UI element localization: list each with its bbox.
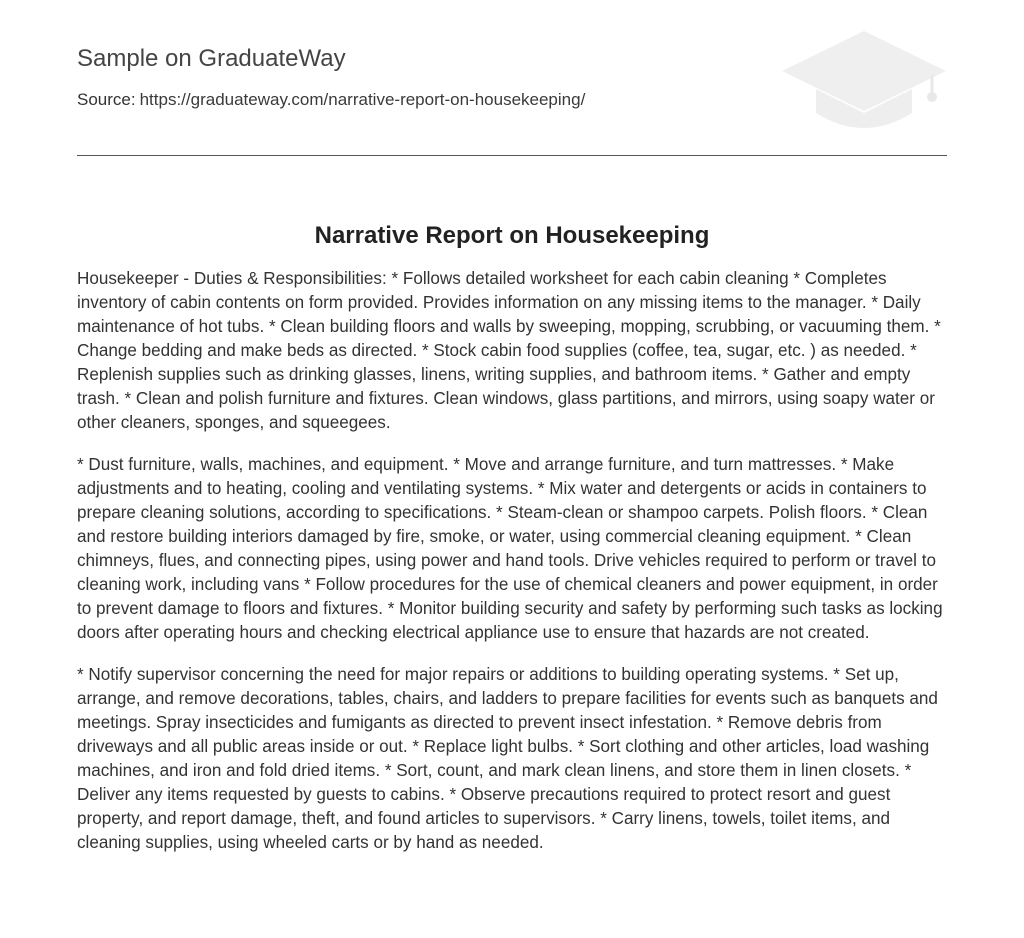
paragraph: * Dust furniture, walls, machines, and equipment. * Move and arrange furniture, and turn mattresses. * Make adjustments and to heating, cooling and ventilating systems. * Mix water and detergents or acids in containers to prepare cleaning solutions, according to specifications. * Steam-clean or shampoo carpets. Polish floors. * Clean and restore building interiors damaged by fire, smoke, or water, using commercial cleaning equipment. * Clean chimneys, flues, and connecting pipes, using power and hand tools. Drive vehicles required to perform or travel to cleaning work, including vans * Follow procedures for the use of chemical cleaners and power equipment, in order to prevent damage to floors and fixtures. * Monitor building security and safety by performing such tasks as locking doors after operating hours and checking electrical appliance use to ensure that hazards are not created. [77,455,943,642]
site-brand: Sample on GraduateWay [77,45,346,72]
graduation-cap-icon [782,31,947,133]
source-link[interactable]: https://graduateway.com/narrative-report-on-housekeeping/ [139,90,586,109]
tassel-knot [927,92,937,102]
document-page [77,0,947,938]
paragraph: * Notify supervisor concerning the need for major repairs or additions to building operating systems. * Set up, arrange, and remove decorations, tables, chairs, and ladders to prepare facilities for events such as banquets and meetings. Spray insecticides and fumigants as directed to prevent insect infestation. * Remove debris from driveways and all public areas inside or out. * Replace light bulbs. * Sort clothing and other articles, load washing machines, and iron and fold dried items. * Sort, count, and mark clean linens, and store them in linen closets. * Deliver any items requested by guests to cabins. * Observe precautions required to protect resort and guest property, and report damage, theft, and found articles to supervisors. * Carry linens, towels, toilet items, and cleaning supplies, using wheeled carts or by hand as needed. [77,665,938,852]
paragraph: Housekeeper - Duties & Responsibilities: * Follows detailed worksheet for each cabin cleaning * Completes inventory of cabin contents on form provided. Provides information on any missing items to the manager. * Daily maintenance of hot tubs. * Clean building floors and walls by sweeping, mopping, scrubbing, or vacuuming them. * Change bedding and make beds as directed. * Stock cabin food supplies (coffee, tea, sugar, etc. ) as needed. * Replenish supplies such as drinking glasses, linens, writing supplies, and bathroom items. * Gather and empty trash. * Clean and polish furniture and fixtures. Clean windows, glass partitions, and mirrors, using soapy water or other cleaners, sponges, and squeegees. [77,269,941,432]
document-body [77,267,947,873]
source-line [77,89,585,111]
cap-board [782,31,946,111]
document-title: Narrative Report on Housekeeping [314,222,710,250]
source-label: Source: [77,90,136,109]
page-header [77,0,947,156]
